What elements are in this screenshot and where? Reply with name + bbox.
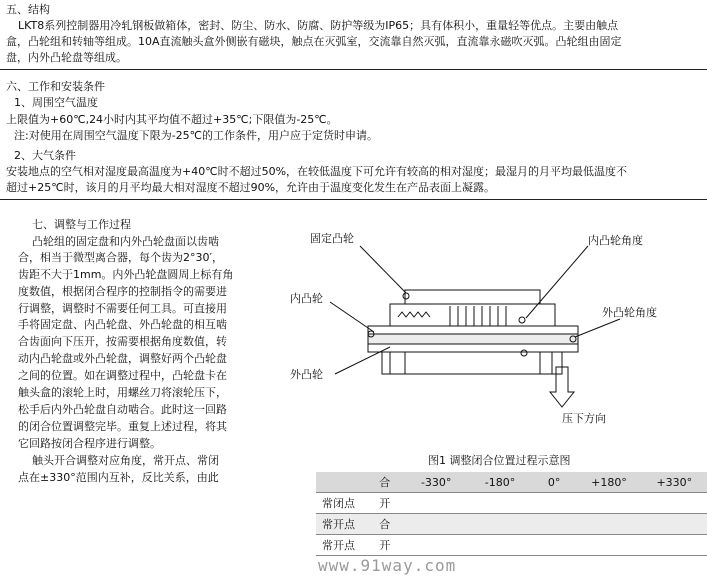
divider — [0, 199, 707, 200]
row-label: 常闭点 — [316, 493, 373, 514]
label-fixed-disc: 固定凸轮 — [310, 232, 354, 245]
spring-left-icon — [398, 312, 430, 317]
section7-line: 触头开合调整对应角度，常开点、常闭 — [32, 454, 219, 467]
table-row — [316, 535, 707, 556]
header-cell: -180° — [468, 472, 532, 493]
header-cell: +180° — [576, 472, 641, 493]
section7-line: 之间的位置。如在调整过程中，凸轮盘卡在 — [18, 369, 227, 382]
cam-adjustment-diagram — [290, 222, 700, 447]
row-label: 常开点 — [316, 535, 373, 556]
table-row — [316, 493, 707, 514]
header-cell: +330° — [642, 472, 707, 493]
label-outer-angle: 外凸轮角度 — [602, 306, 657, 319]
section6-sub1-line2: 注:对使用在周围空气温度下限为-25℃的工作条件，用户应于定货时申请。 — [14, 129, 379, 142]
section6-heading: 六、工作和安装条件 — [6, 80, 105, 93]
table-header-row — [316, 472, 707, 493]
section7-line: 它回路按闭合程序进行调整。 — [18, 437, 161, 450]
row-value: 合 — [373, 514, 404, 535]
contact-angle-table — [316, 472, 707, 556]
section7-line: 合齿面向下压开，按需要根据角度数值，转 — [18, 335, 227, 348]
section7-line: 齿距不大于1mm。内外凸轮盘圆周上标有角 — [18, 268, 234, 281]
fixed-disc-block — [405, 290, 540, 304]
section7-line: 松手后内外凸轮盘自动啮合。此时这一回路 — [18, 403, 227, 416]
label-inner-disc: 内凸轮 — [290, 292, 323, 305]
section5-line-3: 盘，内外凸轮盘等组成。 — [6, 51, 127, 64]
section6-sub2: 2、大气条件 — [14, 149, 76, 162]
row-value: 开 — [373, 493, 404, 514]
header-cell: -330° — [404, 472, 468, 493]
section5-heading: 五、结构 — [6, 3, 50, 16]
row-value: 开 — [373, 535, 404, 556]
header-cell: 合 — [373, 472, 404, 493]
section6-sub2-line1: 安装地点的空气相对湿度最高温度为+40℃时不超过50%，在较低温度下可允许有较高的相对湿度；最湿月的月平均最低温度不 — [6, 165, 628, 178]
section7-line: 凸轮组的固定盘和内外凸轮盘面以齿啮 — [32, 235, 219, 248]
label-inner-angle: 内凸轮角度 — [588, 234, 643, 247]
inner-disc-block — [390, 304, 555, 326]
section7-line: 点在±330°范围内互补，反比关系，由此 — [18, 471, 219, 484]
label-outer-disc: 外凸轮 — [290, 368, 323, 381]
label-press-direction: 压下方向 — [562, 412, 606, 425]
section7-line: 行调整，调整时不需要任何工具。可直接用 — [18, 302, 227, 315]
table-row — [316, 514, 707, 535]
watermark: www.91way.com — [318, 556, 457, 575]
section6-sub1: 1、周围空气温度 — [14, 96, 98, 109]
divider — [0, 69, 707, 70]
section7-line: 的闭合位置调整完毕。重复上述过程，将其 — [18, 420, 227, 433]
section7-line: 动内凸轮盘或外凸轮盘，调整好两个凸轮盘 — [18, 352, 227, 365]
header-cell: 0° — [532, 472, 576, 493]
section5-line-2: 盒，凸轮组和转轴等组成。10A直流触头盒外侧嵌有磁块，触点在灭弧室，交流靠自然灭弧，直流靠永磁吹灭弧。凸轮组由固定 — [6, 35, 622, 48]
section7-line: 手将固定盘、内凸轮盘、外凸轮盘的相互啮 — [18, 318, 227, 331]
figure-caption: 图1 调整闭合位置过程示意图 — [428, 454, 571, 467]
section6-sub1-line1: 上限值为+60℃,24小时内其平均值不超过+35℃;下限值为-25℃。 — [6, 113, 338, 126]
section7-heading: 七、调整与工作过程 — [32, 218, 131, 231]
section5-line-1: LKT8系列控制器用冷轧钢板做箱体，密封、防尘、防水、防腐、防护等级为IP65；具有体积小，重量轻等优点。主要由触点 — [18, 19, 619, 32]
section7-line: 度数值，根据闭合程序的控制指令的需要进 — [18, 285, 227, 298]
section7-line: 触头盒的滚轮上时，用螺丝刀将滚轮压下， — [18, 386, 227, 399]
section6-sub2-line2: 超过+25℃时，该月的月平均最大相对湿度不超过90%，允许由于温度变化发生在产品表面上凝露。 — [6, 181, 496, 194]
section7-line: 合，相当于微型离合器，每个齿为2°30′， — [18, 251, 223, 264]
row-label: 常开点 — [316, 514, 373, 535]
